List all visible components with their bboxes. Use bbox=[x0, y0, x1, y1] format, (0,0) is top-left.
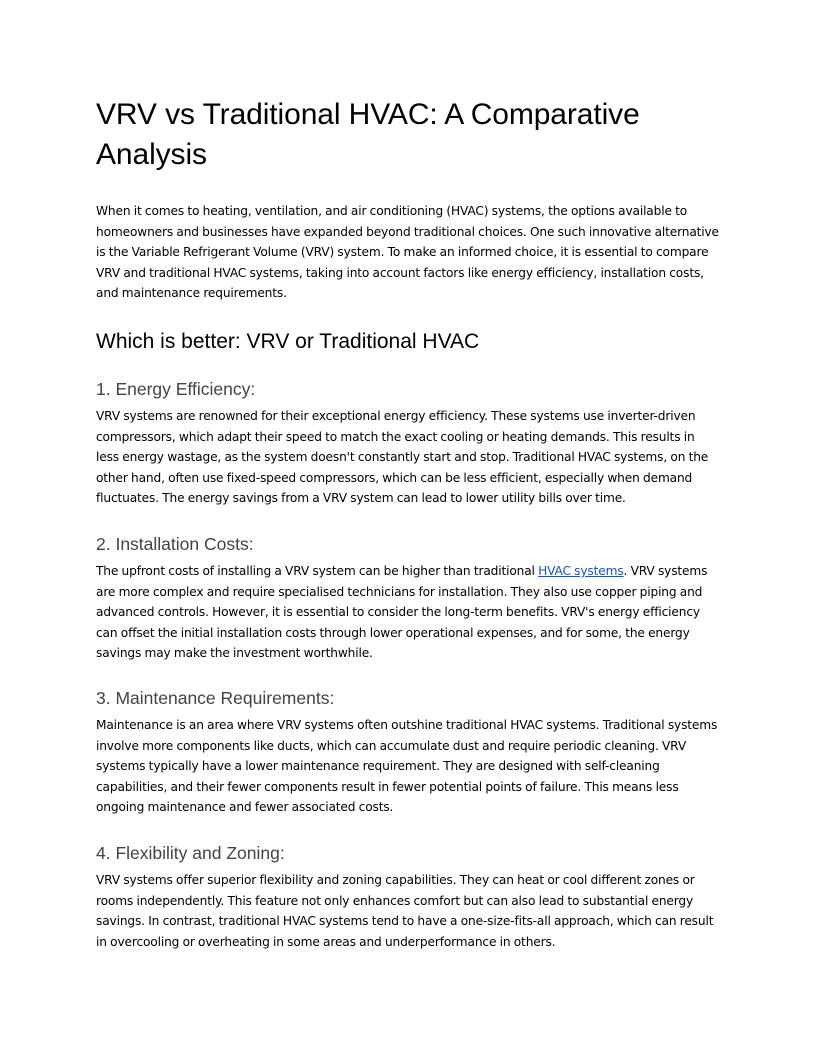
section-body-maintenance: Maintenance is an area where VRV systems often outshine traditional HVAC systems. Traditional systems involve more components like ducts, which can accumulate dust and require periodic cleaning. VRV systems typically have a lower maintenance requirement. They are designed with self-cleaning capabilities, and their fewer components result in fewer potential points of failure. This means less ongoing maintenance and fewer associated costs. bbox=[96, 718, 718, 815]
page-title: VRV vs Traditional HVAC: A Comparative Analysis bbox=[96, 98, 640, 171]
section-heading-maintenance: 3. Maintenance Requirements: bbox=[96, 688, 335, 708]
section-body-installation-costs bbox=[96, 561, 720, 664]
installation-text-before-link: The upfront costs of installing a VRV system can be higher than traditional bbox=[96, 564, 539, 578]
section-heading-installation-costs: 2. Installation Costs: bbox=[96, 534, 254, 554]
section-body-flexibility-zoning: VRV systems offer superior flexibility and zoning capabilities. They can heat or cool different zones or rooms independently. This feature not only enhances comfort but can also lead to substantial energy savings. In contrast, traditional HVAC systems tend to have a one-size-fits-all approach, which can result in overcooling or overheating in some areas and underperformance in others. bbox=[96, 873, 714, 949]
hvac-systems-link[interactable]: HVAC systems bbox=[538, 564, 624, 578]
installation-text-after-link: . VRV systems are more complex and require specialised technicians for installation. They also use copper piping and advanced controls. However, it is essential to consider the long-term benefits. VRV's energy efficiency can offset the initial installation costs through lower operational expenses, and for some, the energy savings may make the investment worthwhile. bbox=[96, 564, 708, 661]
section-heading-flexibility-zoning: 4. Flexibility and Zoning: bbox=[96, 843, 285, 863]
section-heading-energy-efficiency: 1. Energy Efficiency: bbox=[96, 379, 256, 399]
comparison-subheading: Which is better: VRV or Traditional HVAC bbox=[96, 330, 480, 353]
section-body-energy-efficiency: VRV systems are renowned for their exceptional energy efficiency. These systems use inverter-driven compressors, which adapt their speed to match the exact cooling or heating demands. This results in less energy wastage, as the system doesn't constantly start and stop. Traditional HVAC systems, on the other hand, often use fixed-speed compressors, which can be less efficient, especially when demand fluctuates. The energy savings from a VRV system can lead to lower utility bills over time. bbox=[96, 409, 709, 506]
intro-paragraph: When it comes to heating, ventilation, and air conditioning (HVAC) systems, the options available to homeowners and businesses have expanded beyond traditional choices. One such innovative alternative is the Variable Refrigerant Volume (VRV) system. To make an informed choice, it is essential to compare VRV and traditional HVAC systems, taking into account factors like energy efficiency, installation costs, and maintenance requirements. bbox=[96, 204, 719, 301]
